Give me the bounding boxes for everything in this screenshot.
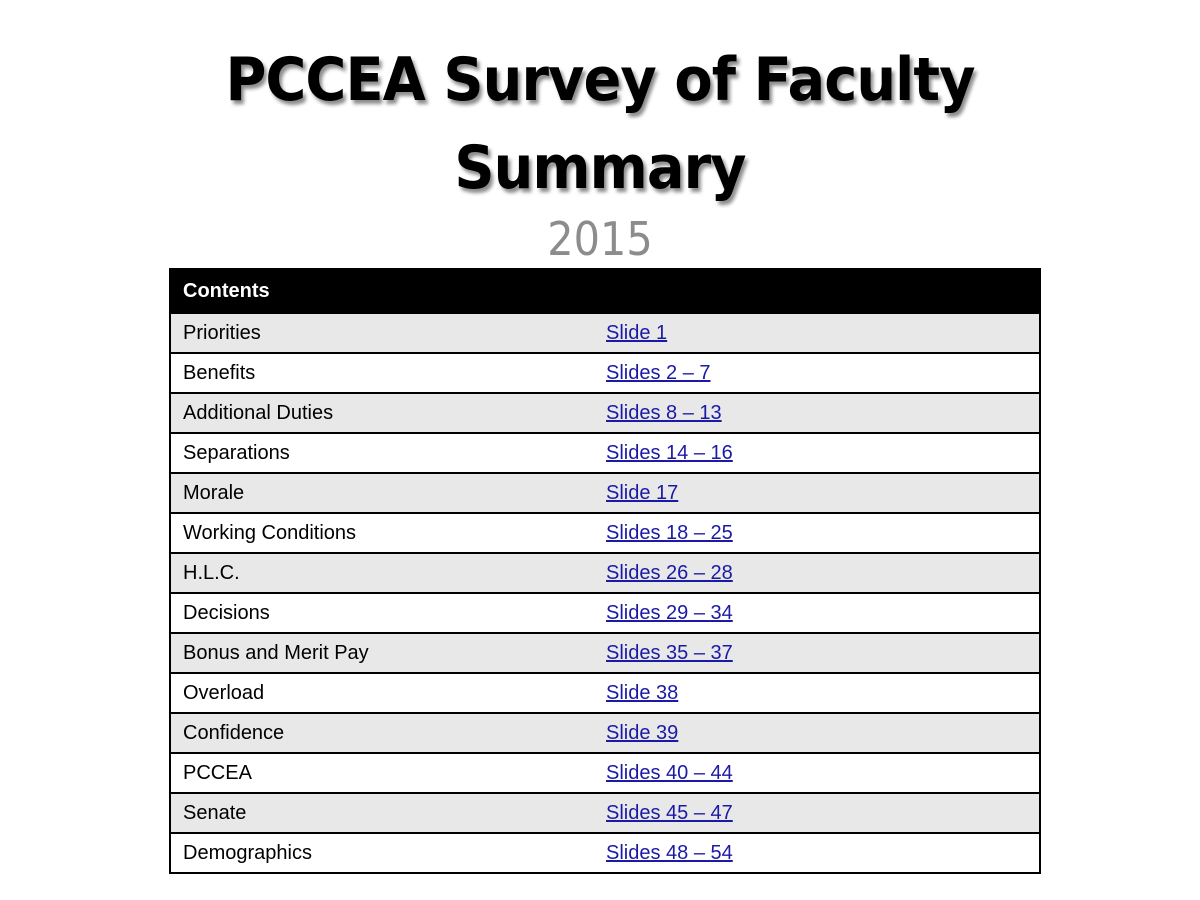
row-link-cell xyxy=(606,674,678,712)
table-row xyxy=(171,552,1039,592)
slide-link[interactable]: Slides 40 – 44 xyxy=(606,762,733,784)
row-topic: Bonus and Merit Pay xyxy=(183,642,369,664)
table-row xyxy=(171,632,1039,672)
row-link-cell xyxy=(606,434,733,472)
slide-link[interactable]: Slides 14 – 16 xyxy=(606,442,733,464)
table-row xyxy=(171,792,1039,832)
row-link-cell xyxy=(606,394,722,432)
table-row xyxy=(171,592,1039,632)
slide-link[interactable]: Slides 35 – 37 xyxy=(606,642,733,664)
title-line-1: PCCEA Survey of Faculty xyxy=(225,45,975,115)
row-topic: Overload xyxy=(183,682,265,704)
table-row xyxy=(171,712,1039,752)
row-link-cell xyxy=(606,354,711,392)
row-link-cell xyxy=(606,834,733,872)
row-topic: Benefits xyxy=(183,362,256,384)
contents-rows xyxy=(171,312,1039,872)
slide-link[interactable]: Slides 2 – 7 xyxy=(606,362,711,384)
row-link-cell xyxy=(606,794,733,832)
row-link-cell xyxy=(606,714,678,752)
row-topic: Confidence xyxy=(183,722,285,744)
row-topic: Decisions xyxy=(183,602,270,624)
row-topic: Morale xyxy=(183,482,245,504)
slide-link[interactable]: Slides 18 – 25 xyxy=(606,522,733,544)
row-link-cell xyxy=(606,594,733,632)
slide-link[interactable]: Slides 29 – 34 xyxy=(606,602,733,624)
row-topic: Separations xyxy=(183,442,290,464)
slide-link[interactable]: Slides 48 – 54 xyxy=(606,842,733,864)
contents-table xyxy=(169,268,1041,874)
table-row xyxy=(171,312,1039,352)
slide-link[interactable]: Slide 38 xyxy=(606,682,679,704)
slide-link[interactable]: Slide 39 xyxy=(606,722,679,744)
contents-header: Contents xyxy=(171,270,1039,312)
table-row xyxy=(171,432,1039,472)
row-topic: PCCEA xyxy=(183,762,252,784)
page-title xyxy=(42,36,1158,212)
row-link-cell xyxy=(606,554,733,592)
slide-link[interactable]: Slide 1 xyxy=(606,322,668,344)
table-row xyxy=(171,392,1039,432)
table-row xyxy=(171,512,1039,552)
row-topic: Priorities xyxy=(183,322,261,344)
table-row xyxy=(171,352,1039,392)
slide-link[interactable]: Slides 26 – 28 xyxy=(606,562,733,584)
slide-link[interactable]: Slide 17 xyxy=(606,482,679,504)
row-link-cell xyxy=(606,514,733,552)
row-link-cell xyxy=(606,474,678,512)
row-link-cell xyxy=(606,754,733,792)
slide-link[interactable]: Slides 45 – 47 xyxy=(606,802,733,824)
title-line-2: Summary xyxy=(454,133,746,203)
table-row xyxy=(171,752,1039,792)
row-topic: Senate xyxy=(183,802,247,824)
subtitle-year: 2015 xyxy=(547,212,653,266)
row-link-cell xyxy=(606,314,667,352)
row-topic: Additional Duties xyxy=(183,402,334,424)
table-row xyxy=(171,672,1039,712)
row-link-cell xyxy=(606,634,733,672)
table-row xyxy=(171,472,1039,512)
row-topic: Demographics xyxy=(183,842,312,864)
row-topic: H.L.C. xyxy=(183,562,240,584)
row-topic: Working Conditions xyxy=(183,522,357,544)
slide-link[interactable]: Slides 8 – 13 xyxy=(606,402,722,424)
table-row xyxy=(171,832,1039,872)
